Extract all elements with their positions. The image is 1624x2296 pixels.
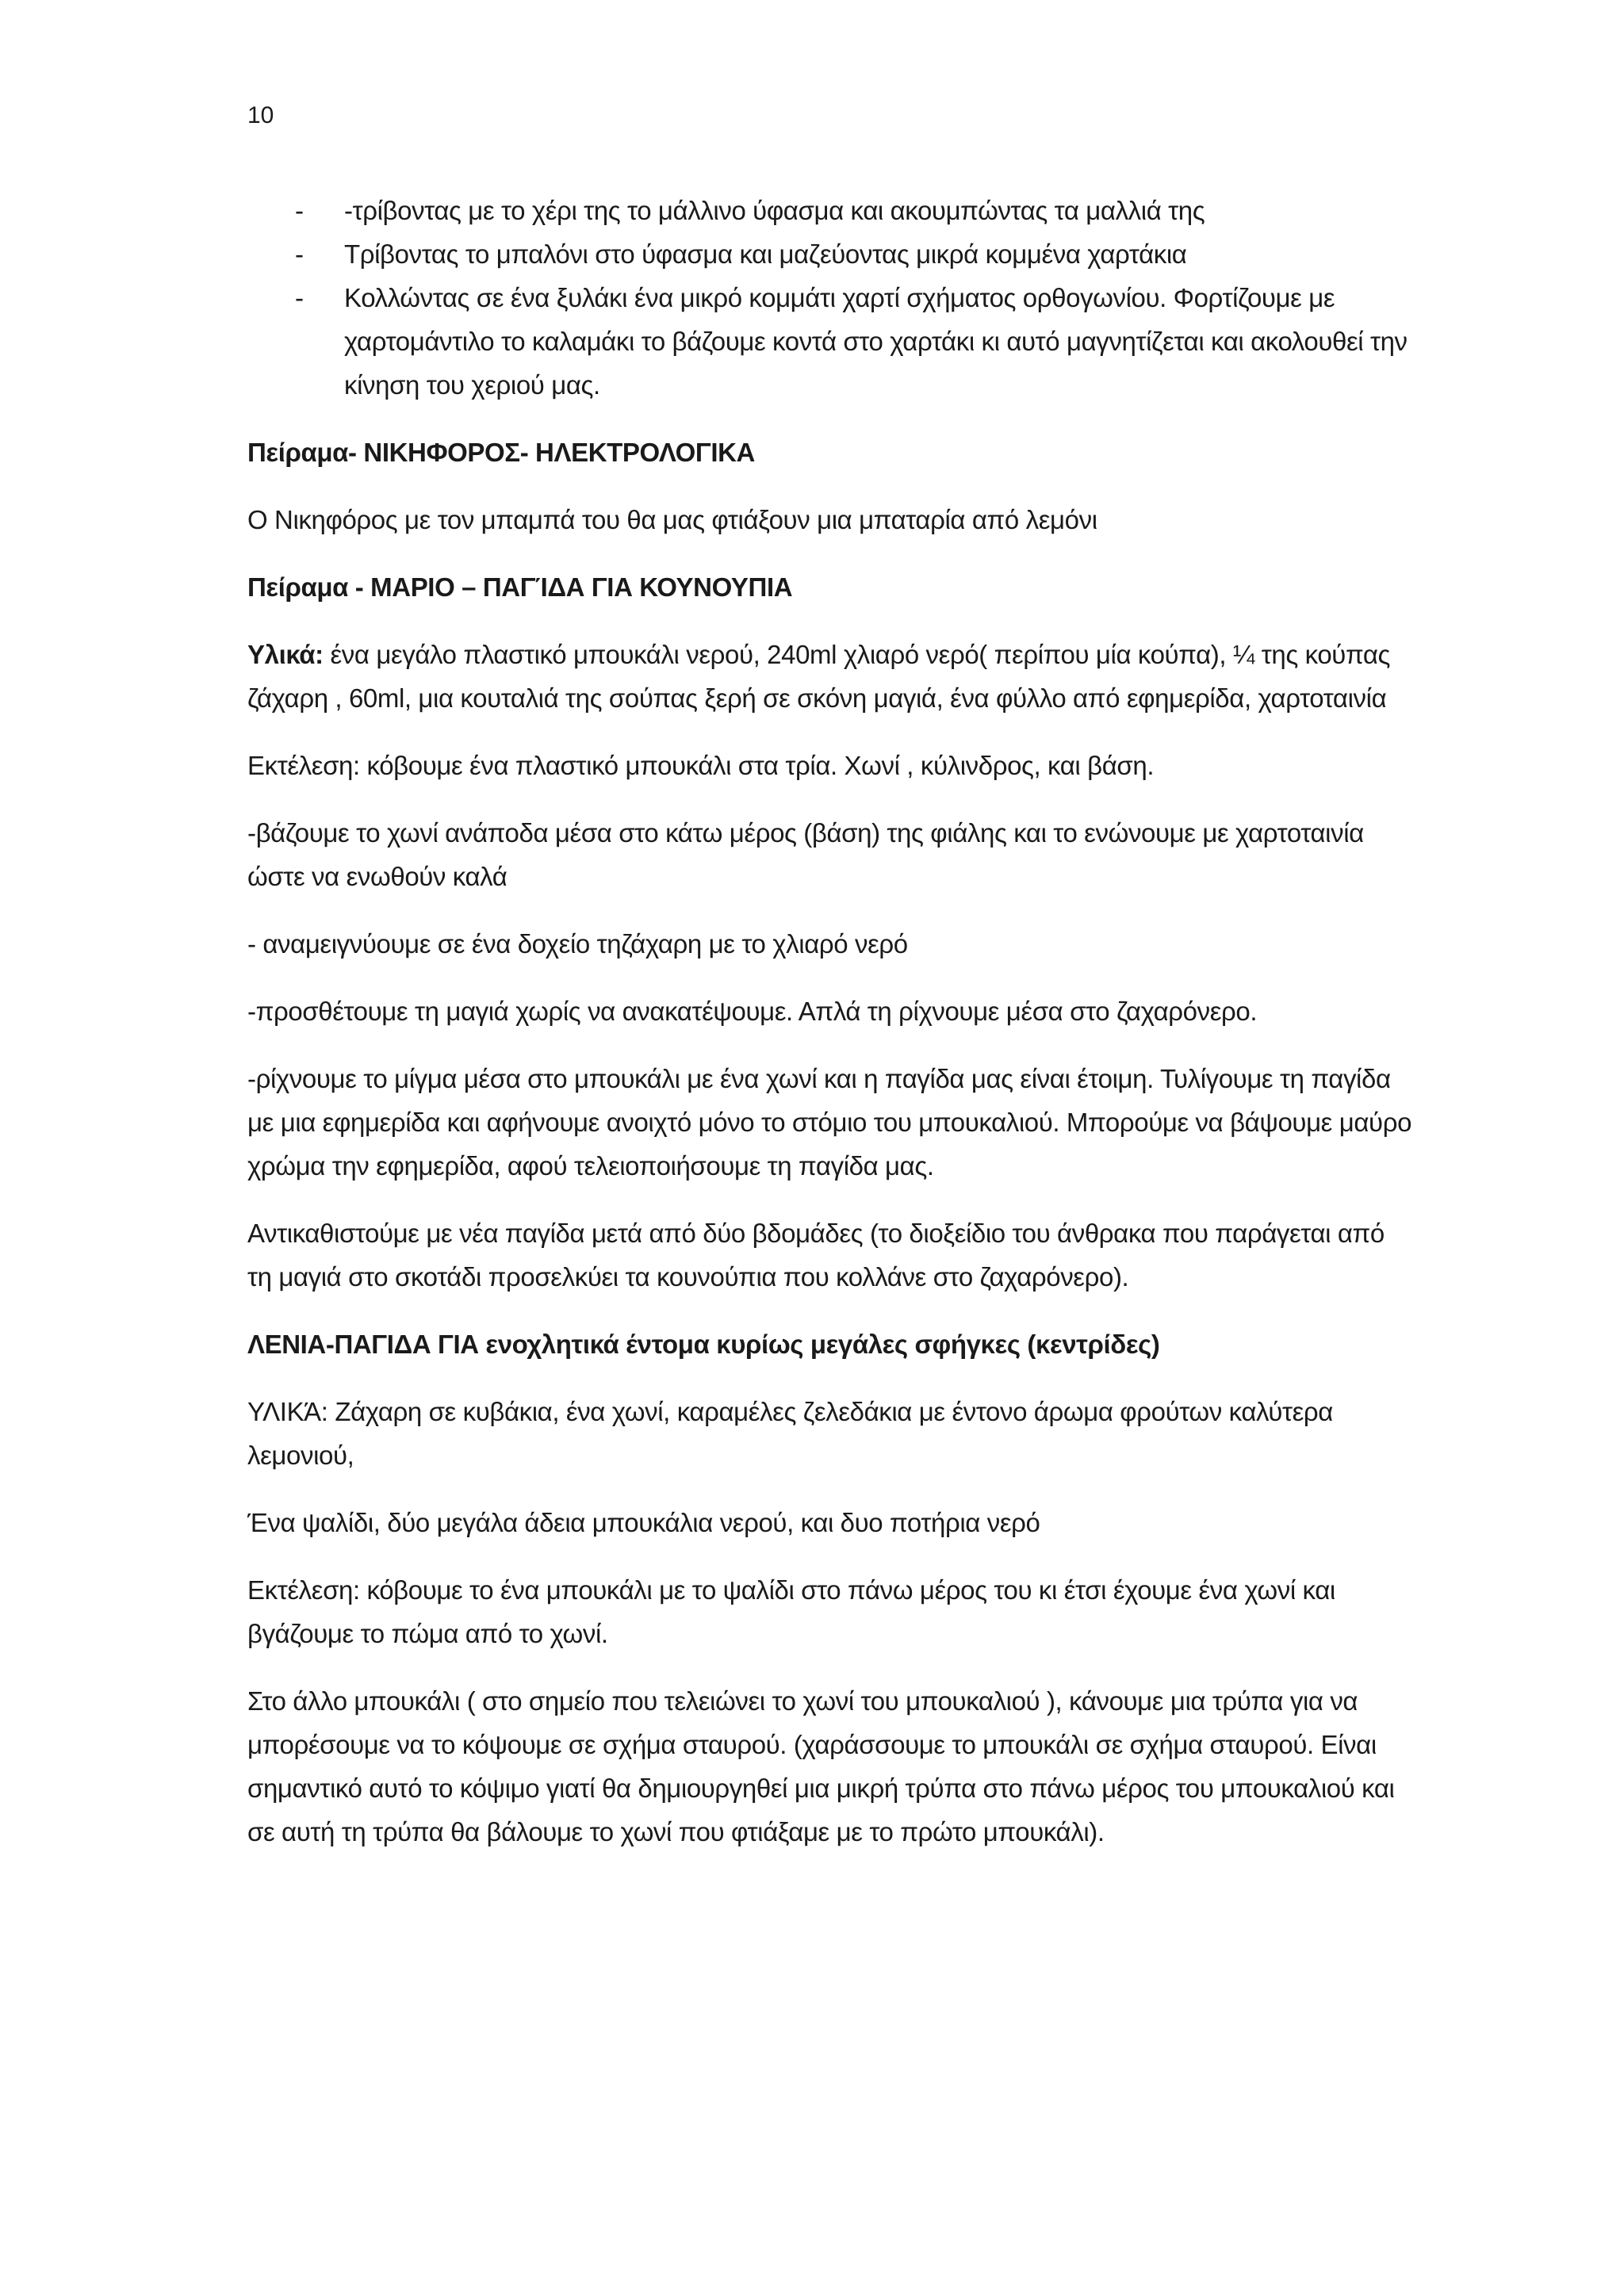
paragraph: -ρίχνουμε το μίγμα μέσα στο μπουκάλι με ένα χωνί και η παγίδα μας είναι έτοιμη. Τυλίγουμε τη παγίδα με μια εφημερίδα και αφήνουμε ανοιχτό μόνο το στόμιο του μπουκαλιού. Μπορούμε να βάψουμε μαύρο χρώμα την εφημερίδα, αφού τελειοποιήσουμε τη παγίδα μας. (247, 1064, 1412, 1181)
paragraph: - αναμειγνύουμε σε ένα δοχείο τηζάχαρη με το χλιαρό νερό (247, 929, 908, 959)
list-item (247, 276, 1413, 407)
section-heading-mario: Πείραμα - ΜΑΡΙΟ – ΠΑΓΊΔΑ ΓΙΑ ΚΟΥΝΟΥΠΙΑ (247, 572, 793, 602)
section-heading-nikiforos: Πείραμα- ΝΙΚΗΦΟΡΟΣ- ΗΛΕΚΤΡΟΛΟΓΙΚΑ (247, 438, 755, 467)
paragraph: Ένα ψαλίδι, δύο μεγάλα άδεια μπουκάλια νερού, και δυο ποτήρια νερό (247, 1508, 1040, 1537)
document-body (247, 189, 1413, 1877)
list-item-text: Κολλώντας σε ένα ξυλάκι ένα μικρό κομμάτι χαρτί σχήματος ορθογωνίου. Φορτίζουμε με χαρτομάντιλο το καλαμάκι το βάζουμε κοντά στο χαρτάκι κι αυτό μαγνητίζεται και ακολουθεί την κίνηση του χεριού μας. (344, 283, 1408, 400)
paragraph: -βάζουμε το χωνί ανάποδα μέσα στο κάτω μέρος (βάση) της φιάλης και το ενώνουμε με χαρτοταινία ώστε να ενωθούν καλά (247, 818, 1364, 891)
bullet-marker: - (295, 196, 304, 225)
list-item-text: -τρίβοντας με το χέρι της το μάλλινο ύφασμα και ακουμπώντας τα μαλλιά της (344, 196, 1205, 225)
paragraph: Αντικαθιστούμε με νέα παγίδα μετά από δύο βδομάδες (το διοξείδιο του άνθρακα που παράγεται από τη μαγιά στο σκοτάδι προσελκύει τα κουνούπια που κολλάνε στο ζαχαρόνερο). (247, 1219, 1385, 1292)
paragraph: ΥΛΙΚΆ: Ζάχαρη σε κυβάκια, ένα χωνί, καραμέλες ζελεδάκια με έντονο άρωμα φρούτων καλύτερα λεμονιού, (247, 1397, 1333, 1470)
list-item (247, 232, 1413, 276)
materials-label: Υλικά: (247, 640, 324, 669)
paragraph: -προσθέτουμε τη μαγιά χωρίς να ανακατέψουμε. Απλά τη ρίχνουμε μέσα στο ζαχαρόνερο. (247, 997, 1258, 1026)
bullet-list (247, 189, 1413, 407)
list-item-text: Τρίβοντας το μπαλόνι στο ύφασμα και μαζεύοντας μικρά κομμένα χαρτάκια (344, 239, 1187, 269)
bullet-marker: - (295, 239, 304, 269)
section-heading-lenia: ΛΕΝΙΑ-ΠΑΓΙΔΑ ΓΙΑ ενοχλητικά έντομα κυρίως μεγάλες σφήγκες (κεντρίδες) (247, 1330, 1160, 1359)
list-item (247, 189, 1413, 232)
paragraph: Στο άλλο μπουκάλι ( στο σημείο που τελειώνει το χωνί του μπουκαλιού ), κάνουμε μια τρύπα για να μπορέσουμε να το κόψουμε σε σχήμα σταυρού. (χαράσσουμε το μπουκάλι σε σχήμα σταυρού. Είναι σημαντικό αυτό το κόψιμο γιατί θα δημιουργηθεί μια μικρή τρύπα στο πάνω μέρος του μπουκαλιού και σε αυτή τη τρύπα θα βάλουμε το χωνί που φτιάξαμε με το πρώτο μπουκάλι). (247, 1686, 1395, 1846)
materials-paragraph (247, 633, 1413, 720)
materials-text: ένα μεγάλο πλαστικό μπουκάλι νερού, 240ml χλιαρό νερό( περίπου μία κούπα), ¼ της κούπας ζάχαρη , 60ml, μια κουταλιά της σούπας ξερή σε σκόνη μαγιά, ένα φύλλο από εφημερίδα, χαρτοταινία (247, 640, 1391, 713)
paragraph: Εκτέλεση: κόβουμε το ένα μπουκάλι με το ψαλίδι στο πάνω μέρος του κι έτσι έχουμε ένα χωνί και βγάζουμε το πώμα από το χωνί. (247, 1575, 1335, 1648)
paragraph: Εκτέλεση: κόβουμε ένα πλαστικό μπουκάλι στα τρία. Χωνί , κύλινδρος, και βάση. (247, 751, 1155, 780)
bullet-marker: - (295, 283, 304, 312)
page-number: 10 (247, 102, 274, 128)
paragraph: Ο Νικηφόρος με τον μπαμπά του θα μας φτιάξουν μια μπαταρία από λεμόνι (247, 505, 1097, 534)
